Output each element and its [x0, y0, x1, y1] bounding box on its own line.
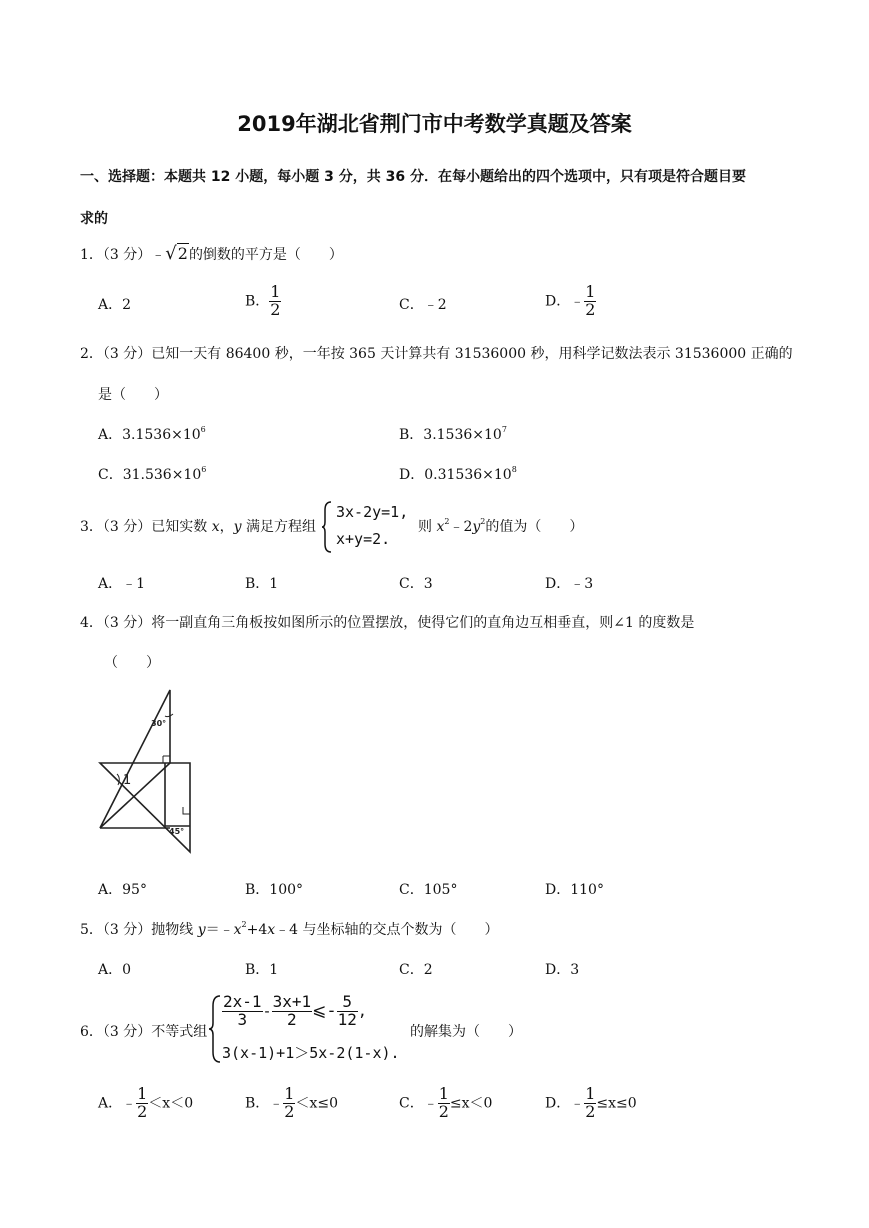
radicand: 2 — [177, 244, 188, 263]
q5-option-c[interactable]: C．2 — [399, 962, 433, 978]
q5-option-a[interactable]: A．0 — [98, 962, 132, 978]
sqrt-expression: √2 — [165, 243, 188, 264]
equation-2: x+y=2. — [336, 530, 391, 548]
question-1-suffix: 的倒数的平方是（ ） — [188, 247, 343, 263]
question-1-prefix: 1．（3 分） — [80, 247, 152, 263]
q2-option-b[interactable]: B．$3.1536\times 10^7$ — [399, 425, 507, 443]
angle-30-label: 30° — [151, 719, 167, 728]
q4-option-b[interactable]: B．100° — [245, 882, 304, 898]
question-3-expression: 则 $x^2﹣2y^2$的值为（ ） — [418, 517, 584, 535]
q3-option-a[interactable]: A．﹣1 — [98, 576, 146, 592]
question-2-line1: 2．（3 分）已知一天有 86400 秒，一年按 365 天计算共有 31536000 秒，用科学记数法表示 31536000 正确的 — [80, 346, 793, 362]
fraction: $\frac{1}{2}$ — [585, 282, 596, 319]
q3-option-c[interactable]: C．3 — [399, 576, 433, 592]
section-header-line2: 求的 — [80, 211, 108, 227]
q5-option-b[interactable]: B．1 — [245, 962, 279, 978]
page-title: 2019年湖北省荆门市中考数学真题及答案 — [237, 112, 632, 136]
q5-option-d[interactable]: D．3 — [545, 962, 580, 978]
q6-option-d[interactable]: D．﹣ $\frac{1}{2}$ ≤x≤0 — [545, 1084, 637, 1121]
question-6-prefix: 6．（3 分）不等式组 — [80, 1024, 208, 1040]
triangle-figure — [95, 686, 195, 858]
inequality-2: 3(x-1)+1＞5x-2(1-x). — [222, 1044, 400, 1062]
q6-option-b[interactable]: B．﹣ $\frac{1}{2}$ ＜x≤0 — [245, 1084, 339, 1121]
question-2-line2: 是（ ） — [98, 387, 168, 403]
q6-option-a[interactable]: A．﹣ $\frac{1}{2}$ ＜x＜0 — [98, 1084, 194, 1121]
angle-1-label: 1 — [123, 773, 132, 788]
q1-option-a[interactable]: A．2 — [98, 297, 132, 313]
q3-option-d[interactable]: D．﹣3 — [545, 576, 594, 592]
question-3: 3．（3 分）已知实数 x，y 满足方程组 — [80, 519, 316, 535]
q2-option-c[interactable]: C．$31.536\times 10^6$ — [98, 465, 207, 483]
q6-option-c[interactable]: C．﹣ $\frac{1}{2}$ ≤x＜0 — [399, 1084, 493, 1121]
q4-option-d[interactable]: D．110° — [545, 882, 604, 898]
question-4-line1: 4．（3 分）将一副直角三角板按如图所示的位置摆放，使得它们的直角边互相垂直，则∠1 的度数是 — [80, 615, 695, 631]
q2-option-d[interactable]: D．$0.31536\times 10^8$ — [399, 465, 517, 483]
question-1 — [80, 243, 343, 264]
q4-option-c[interactable]: C．105° — [399, 882, 458, 898]
section-header-line1: 一、选择题：本题共 12 小题，每小题 3 分，共 36 分．在每小题给出的四个选项中，只有项是符合题目要 — [80, 169, 746, 185]
equation-1: 3x-2y=1, — [336, 503, 409, 521]
question-1-minus: ﹣ — [151, 247, 166, 263]
q1-option-c[interactable]: C．﹣2 — [399, 297, 447, 313]
fraction: $\frac{1}{2}$ — [270, 282, 281, 319]
q2-option-a[interactable]: A．$3.1536\times 10^6$ — [98, 425, 206, 443]
inequality-1: $\frac{2x-1}{3}$ - $\frac{3x+1}{2}$ ⩽- $\frac{5}{12}$ , — [223, 992, 367, 1029]
q4-option-a[interactable]: A．95° — [98, 882, 147, 898]
left-brace — [208, 994, 222, 1064]
q1-option-d[interactable]: D．﹣ $\frac{1}{2}$ — [545, 282, 596, 319]
question-4-line2: （ ） — [104, 655, 160, 671]
left-brace — [321, 500, 333, 554]
angle-45-label: 45° — [169, 827, 185, 836]
q1-option-b[interactable]: B． $\frac{1}{2}$ — [245, 282, 281, 319]
question-6-suffix: 的解集为（ ） — [410, 1024, 522, 1040]
q3-option-b[interactable]: B．1 — [245, 576, 279, 592]
question-5: 5．（3 分）抛物线 $y=﹣x^2+4x﹣4$ 与坐标轴的交点个数为（ ） — [80, 920, 499, 938]
